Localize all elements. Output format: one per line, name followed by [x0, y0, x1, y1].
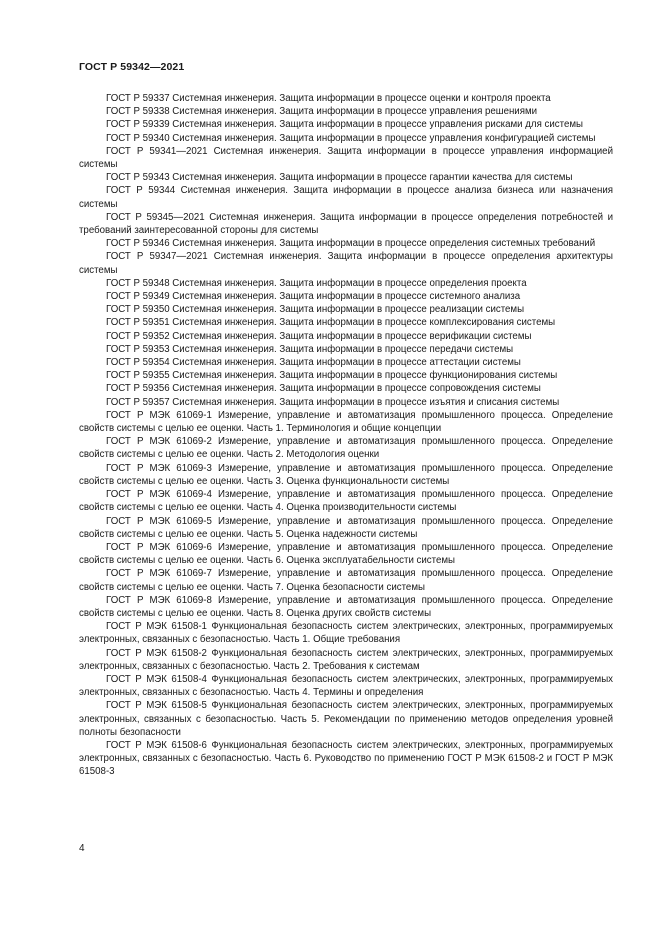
reference-entry: ГОСТ Р 59338 Системная инженерия. Защита информации в процессе управления решениями: [106, 106, 538, 118]
reference-entry: ГОСТ Р 59349 Системная инженерия. Защита информации в процессе системного анализа: [106, 291, 521, 303]
reference-entry: ГОСТ Р МЭК 61069-5 Измерение, управление и автоматизация промышленного процесса. Определение свойств системы с целью ее оценки. Часть 5. Оценка надежности системы: [79, 515, 613, 540]
reference-entry: ГОСТ Р 59344 Системная инженерия. Защита информации в процессе анализа бизнеса или назначения системы: [79, 185, 613, 210]
references-list: [79, 92, 613, 779]
reference-entry: ГОСТ Р 59356 Системная инженерия. Защита информации в процессе сопровождения системы: [106, 383, 541, 395]
reference-entry: ГОСТ Р 59354 Системная инженерия. Защита информации в процессе аттестации системы: [106, 357, 521, 369]
reference-entry: ГОСТ Р МЭК 61069-4 Измерение, управление и автоматизация промышленного процесса. Определение свойств системы с целью ее оценки. Часть 4. Оценка производительности системы: [79, 489, 613, 514]
reference-entry: ГОСТ Р МЭК 61508-5 Функциональная безопасность систем электрических, электронных, программируемых электронных, связанных с безопасностью. Часть 5. Рекомендации по применению методов определения уровней полноты безопасности: [79, 700, 613, 738]
reference-entry: ГОСТ Р 59348 Системная инженерия. Защита информации в процессе определения проекта: [106, 277, 527, 289]
reference-entry: ГОСТ Р МЭК 61069-7 Измерение, управление и автоматизация промышленного процесса. Определение свойств системы с целью ее оценки. Часть 7. Оценка безопасности системы: [79, 568, 613, 593]
reference-entry: ГОСТ Р 59350 Системная инженерия. Защита информации в процессе реализации системы: [106, 304, 525, 316]
reference-entry: ГОСТ Р МЭК 61069-6 Измерение, управление и автоматизация промышленного процесса. Определение свойств системы с целью ее оценки. Часть 6. Оценка эксплуатабельности системы: [79, 541, 613, 567]
reference-entry: ГОСТ Р 59352 Системная инженерия. Защита информации в процессе верификации системы: [106, 330, 532, 342]
reference-entry: ГОСТ Р 59357 Системная инженерия. Защита информации в процессе изъятия и списания системы: [106, 396, 560, 408]
standard-code-header: ГОСТ Р 59342—2021: [79, 61, 185, 73]
reference-entry: ГОСТ Р МЭК 61508-1 Функциональная безопасность систем электрических, электронных, программируемых электронных, связанных с безопасностью. Часть 1. Общие требования: [79, 621, 613, 646]
reference-entry: ГОСТ Р 59345—2021 Системная инженерия. Защита информации в процессе определения потребностей и требований заинтересованной стороны для системы: [79, 211, 613, 237]
reference-entry: ГОСТ Р 59343 Системная инженерия. Защита информации в процессе гарантии качества для системы: [106, 172, 573, 184]
reference-entry: ГОСТ Р 59341—2021 Системная инженерия. Защита информации в процессе управления информацией системы: [79, 145, 613, 171]
reference-entry: ГОСТ Р МЭК 61069-8 Измерение, управление и автоматизация промышленного процесса. Определение свойств системы с целью ее оценки. Часть 8. Оценка других свойств системы: [79, 594, 613, 619]
reference-entry: ГОСТ Р МЭК 61508-4 Функциональная безопасность систем электрических, электронных, программируемых электронных, связанных с безопасностью. Часть 4. Термины и определения: [79, 673, 613, 699]
page-number: 4: [79, 843, 85, 854]
reference-entry: ГОСТ Р МЭК 61508-6 Функциональная безопасность систем электрических, электронных, программируемых электронных, связанных с безопасностью. Часть 6. Руководство по применению ГОСТ Р МЭК 61508-2 и ГОСТ Р МЭК 61508-3: [79, 739, 613, 778]
reference-entry: ГОСТ Р 59339 Системная инженерия. Защита информации в процессе управления рисками для системы: [106, 119, 583, 131]
reference-entry: ГОСТ Р 59351 Системная инженерия. Защита информации в процессе комплексирования системы: [106, 317, 556, 329]
reference-entry: ГОСТ Р 59337 Системная инженерия. Защита информации в процессе оценки и контроля проекта: [106, 93, 551, 104]
reference-entry: ГОСТ Р МЭК 61069-3 Измерение, управление и автоматизация промышленного процесса. Определение свойств системы с целью ее оценки. Часть 3. Оценка функциональности системы: [79, 462, 613, 487]
reference-entry: ГОСТ Р МЭК 61508-2 Функциональная безопасность систем электрических, электронных, программируемых электронных, связанных с безопасностью. Часть 2. Требования к системам: [79, 647, 613, 672]
reference-entry: ГОСТ Р 59355 Системная инженерия. Защита информации в процессе функционирования системы: [106, 370, 558, 382]
reference-entry: ГОСТ Р 59346 Системная инженерия. Защита информации в процессе определения системных требований: [106, 238, 596, 250]
reference-entry: ГОСТ Р 59353 Системная инженерия. Защита информации в процессе передачи системы: [106, 343, 514, 355]
reference-entry: ГОСТ Р 59340 Системная инженерия. Защита информации в процессе управления конфигурацией системы: [106, 132, 596, 144]
reference-entry: ГОСТ Р МЭК 61069-1 Измерение, управление и автоматизация промышленного процесса. Определение свойств системы с целью ее оценки. Часть 1. Терминология и общие концепции: [79, 409, 613, 435]
reference-entry: ГОСТ Р 59347—2021 Системная инженерия. Защита информации в процессе определения архитектуры системы: [79, 251, 613, 276]
reference-entry: ГОСТ Р МЭК 61069-2 Измерение, управление и автоматизация промышленного процесса. Определение свойств системы с целью ее оценки. Часть 2. Методология оценки: [79, 436, 613, 461]
